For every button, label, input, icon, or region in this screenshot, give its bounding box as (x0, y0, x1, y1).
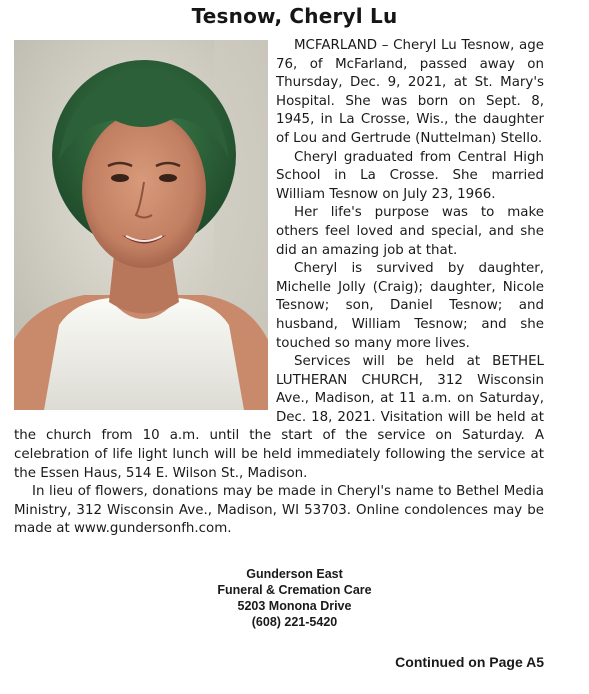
continued-notice: Continued on Page A5 (395, 654, 544, 670)
paragraph-death-notice: MCFARLAND – Cheryl Lu Tesnow, age 76, of McFarland, passed away on Thursday, Dec. 9, 2021, at St. Mary's Hospital. She was born on Sept. 8, 1945, in La Crosse, Wis., the daughter of Lou and Gertrude (Nuttelman) Stello. (276, 38, 544, 146)
funeral-home-address: 5203 Monona Drive (237, 599, 352, 613)
photo-float-spacer (14, 37, 276, 413)
paragraph-life-purpose: Her life's purpose was to make others feel loved and special, and she did an amazing job at that. (276, 205, 544, 258)
funeral-home-name: Gunderson East (246, 567, 343, 581)
funeral-home-block (0, 566, 589, 630)
paragraph-education-marriage: Cheryl graduated from Central High School in La Crosse. She married William Tesnow on July 23, 1966. (276, 149, 544, 202)
funeral-home-type: Funeral & Cremation Care (217, 583, 372, 597)
funeral-home-phone: (608) 221-5420 (251, 615, 338, 629)
paragraph-services: Services will be held at BETHEL LUTHERAN CHURCH, 312 Wisconsin Ave., Madison, at 11 a.m. on Saturday, Dec. 18, 2021. Visitation will be held at the church from 10 a.m. until the start of the service on Saturday. A celebration of life light lunch will be held immediately following the service at the Essen Haus, 514 E. Wilson St., Madison. (14, 354, 544, 481)
obituary-title: Tesnow, Cheryl Lu (191, 4, 398, 28)
obituary-body (14, 37, 544, 539)
paragraph-donations: In lieu of flowers, donations may be made in Cheryl's name to Bethel Media Ministry, 312 Wisconsin Ave., Madison, WI 53703. Online condolences may be made at www.gundersonfh.com. (14, 484, 544, 537)
paragraph-survivors: Cheryl is survived by daughter, Michelle Jolly (Craig); daughter, Nicole Tesnow; son, Daniel Tesnow; and husband, William Tesnow; and she touched so many more lives. (276, 261, 544, 351)
